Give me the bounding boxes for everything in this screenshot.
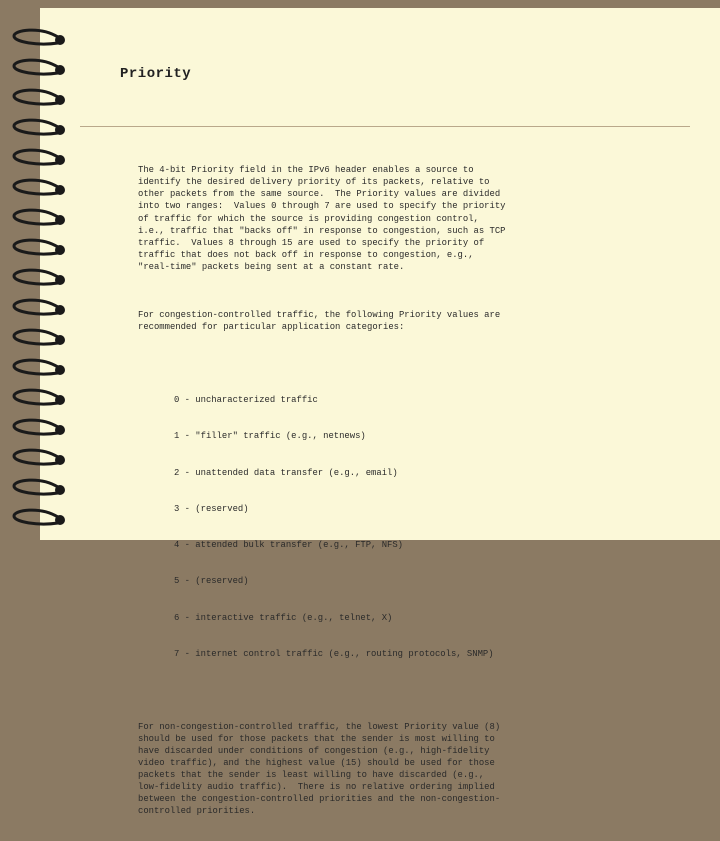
priority-item: 7 - internet control traffic (e.g., routing protocols, SNMP): [174, 648, 494, 659]
spiral-ring: [14, 210, 65, 225]
intro-paragraph: The 4-bit Priority field in the IPv6 header enables a source to identify the desired delivery priority of its packets, relative to other packets from the same source. The Priority values are divided into two ranges: Values 0 through 7 are used to specify the priority of traffic for which the source is providing congestion control, i.e., traffic that "backs off" in response to congestion, such as TCP traffic. Values 8 through 15 are used to specify the priority of traffic that does not back off in response to congestion, e.g., "real-time" packets being sent at a constant rate.: [138, 165, 506, 272]
spiral-ring: [14, 390, 65, 405]
spiral-ring: [14, 240, 65, 255]
spiral-ring: [14, 300, 65, 315]
spiral-ring: [14, 60, 65, 75]
priority-list: [174, 370, 558, 684]
priority-item: 2 - unattended data transfer (e.g., email): [174, 467, 398, 478]
non-congestion-paragraph: For non-congestion-controlled traffic, the lowest Priority value (8) should be used for those packets that the sender is most willing to have discarded under conditions of congestion (e.g., high-fidelity video traffic), and the highest value (15) should be used for those packets that the sender is least willing to have discarded (e.g., low-fidelity audio traffic). There is no relative ordering implied between the congestion-controlled priorities and the non-congestion- controlled priorities.: [138, 721, 501, 817]
spiral-ring: [14, 30, 65, 45]
spiral-binding: [0, 0, 80, 540]
priority-item: 1 - "filler" traffic (e.g., netnews): [174, 431, 366, 442]
spiral-ring: [14, 510, 65, 525]
priority-item: 5 - (reserved): [174, 576, 249, 587]
spiral-ring: [14, 480, 65, 495]
spiral-ring: [14, 330, 65, 345]
spiral-ring: [14, 120, 65, 135]
spiral-ring: [14, 420, 65, 435]
congestion-paragraph: For congestion-controlled traffic, the following Priority values are recommended for particular application categories:: [138, 310, 501, 333]
priority-item: 4 - attended bulk transfer (e.g., FTP, NFS): [174, 540, 404, 551]
slide-title: Priority: [120, 66, 192, 82]
slide-body: [138, 140, 558, 841]
spiral-ring: [14, 450, 65, 465]
title-divider: [80, 126, 690, 127]
priority-item: 0 - uncharacterized traffic: [174, 394, 318, 405]
spiral-ring: [14, 150, 65, 165]
spiral-ring: [14, 270, 65, 285]
priority-item: 3 - (reserved): [174, 503, 249, 514]
priority-item: 6 - interactive traffic (e.g., telnet, X): [174, 612, 393, 623]
spiral-ring: [14, 360, 65, 375]
spiral-ring: [14, 90, 65, 105]
spiral-ring: [14, 180, 65, 195]
